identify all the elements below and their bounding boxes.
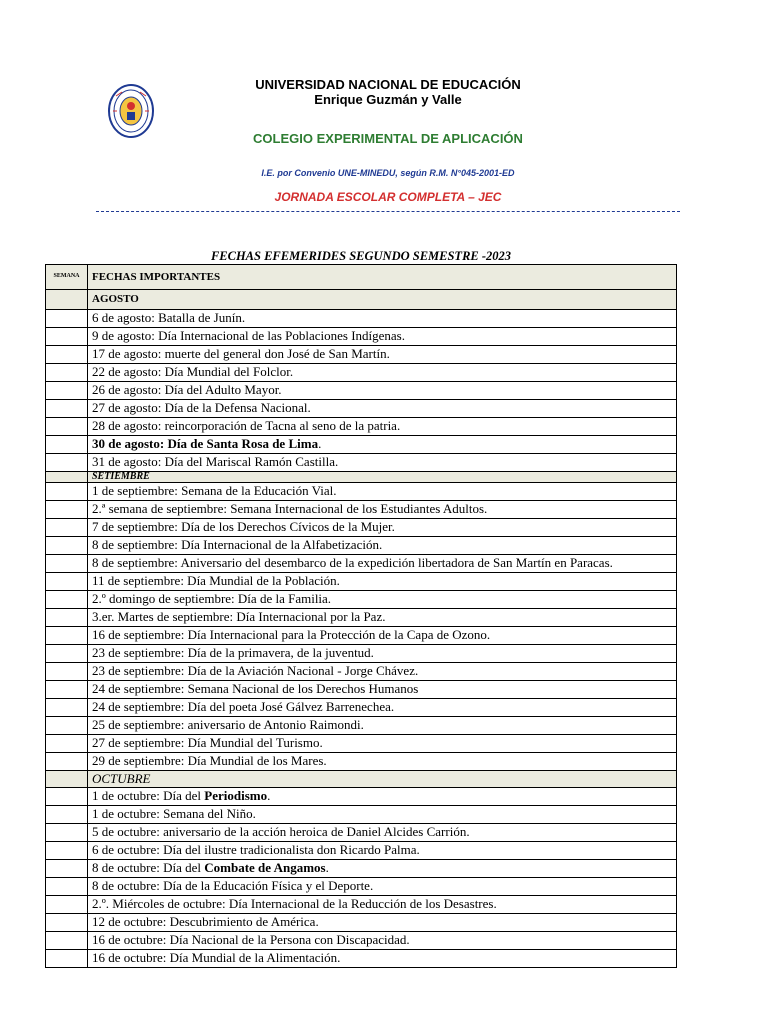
week-cell xyxy=(46,932,88,950)
table-row xyxy=(46,860,677,878)
week-cell xyxy=(46,788,88,806)
month-row xyxy=(46,472,677,483)
date-entry: 16 de septiembre: Día Internacional para la Protección de la Capa de Ozono. xyxy=(88,627,677,645)
table-row xyxy=(46,609,677,627)
date-entry: 24 de septiembre: Día del poeta José Gálvez Barrenechea. xyxy=(88,699,677,717)
date-entry: 17 de agosto: muerte del general don José de San Martín. xyxy=(88,346,677,364)
university-name: Enrique Guzmán y Valle xyxy=(314,92,462,107)
week-cell xyxy=(46,537,88,555)
date-entry: 27 de agosto: Día de la Defensa Nacional. xyxy=(88,400,677,418)
table-row xyxy=(46,896,677,914)
table-row xyxy=(46,537,677,555)
week-cell xyxy=(46,436,88,454)
agreement-note: I.E. por Convenio UNE-MINEDU, según R.M. N°045-2001-ED xyxy=(261,168,515,178)
week-cell xyxy=(46,310,88,328)
table-row xyxy=(46,824,677,842)
date-entry: 2.º domingo de septiembre: Día de la Familia. xyxy=(88,591,677,609)
university-heading xyxy=(96,77,680,107)
week-cell xyxy=(46,472,88,483)
date-entry: 23 de septiembre: Día de la Aviación Nacional - Jorge Chávez. xyxy=(88,663,677,681)
table-row xyxy=(46,842,677,860)
document-title: FECHAS EFEMERIDES SEGUNDO SEMESTRE -2023 xyxy=(210,249,512,263)
date-entry: 8 de octubre: Día de la Educación Física y el Deporte. xyxy=(88,878,677,896)
table-row xyxy=(46,436,677,454)
date-entry: 26 de agosto: Día del Adulto Mayor. xyxy=(88,382,677,400)
week-cell xyxy=(46,914,88,932)
date-entry: 25 de septiembre: aniversario de Antonio Raimondi. xyxy=(88,717,677,735)
week-cell xyxy=(46,896,88,914)
entry-text: 1 de octubre: Día del xyxy=(92,788,205,803)
table-row xyxy=(46,735,677,753)
month-label: SETIEMBRE xyxy=(88,472,677,483)
date-entry: 11 de septiembre: Día Mundial de la Población. xyxy=(88,573,677,591)
week-cell xyxy=(46,735,88,753)
week-cell xyxy=(46,591,88,609)
dates-column-header: FECHAS IMPORTANTES xyxy=(88,265,677,290)
table-row xyxy=(46,418,677,436)
header-divider xyxy=(96,211,680,212)
table-row xyxy=(46,519,677,537)
week-cell xyxy=(46,950,88,968)
date-entry: 12 de octubre: Descubrimiento de América. xyxy=(88,914,677,932)
week-cell xyxy=(46,483,88,501)
date-entry: 29 de septiembre: Día Mundial de los Mares. xyxy=(88,753,677,771)
week-cell xyxy=(46,609,88,627)
week-cell xyxy=(46,555,88,573)
week-cell xyxy=(46,824,88,842)
date-entry: 6 de octubre: Día del ilustre tradicionalista don Ricardo Palma. xyxy=(88,842,677,860)
week-column-header: SEMANA xyxy=(46,265,88,290)
week-cell xyxy=(46,681,88,699)
table-row xyxy=(46,501,677,519)
date-entry: 23 de septiembre: Día de la primavera, de la juventud. xyxy=(88,645,677,663)
week-cell xyxy=(46,860,88,878)
table-row xyxy=(46,364,677,382)
week-cell xyxy=(46,645,88,663)
week-cell xyxy=(46,806,88,824)
week-cell xyxy=(46,290,88,310)
table-row xyxy=(46,454,677,472)
date-entry xyxy=(88,860,677,878)
table-row xyxy=(46,950,677,968)
date-entry: 22 de agosto: Día Mundial del Folclor. xyxy=(88,364,677,382)
table-row xyxy=(46,681,677,699)
week-cell xyxy=(46,753,88,771)
table-row xyxy=(46,382,677,400)
week-cell xyxy=(46,519,88,537)
university-title: UNIVERSIDAD NACIONAL DE EDUCACIÓN xyxy=(255,77,521,92)
date-entry: 8 de septiembre: Día Internacional de la Alfabetización. xyxy=(88,537,677,555)
date-entry: 8 de septiembre: Aniversario del desembarco de la expedición libertadora de San Martín en Paracas. xyxy=(88,555,677,573)
week-cell xyxy=(46,454,88,472)
entry-highlight: Combate de Angamos xyxy=(204,860,326,875)
week-cell xyxy=(46,573,88,591)
program-name: JORNADA ESCOLAR COMPLETA – JEC xyxy=(274,190,502,204)
date-entry: 16 de octubre: Día Nacional de la Persona con Discapacidad. xyxy=(88,932,677,950)
month-row xyxy=(46,290,677,310)
week-cell xyxy=(46,328,88,346)
week-cell xyxy=(46,627,88,645)
table-header-row xyxy=(46,265,677,290)
date-entry: 2.ª semana de septiembre: Semana Internacional de los Estudiantes Adultos. xyxy=(88,501,677,519)
table-row xyxy=(46,717,677,735)
week-cell xyxy=(46,364,88,382)
table-row xyxy=(46,932,677,950)
school-name: COLEGIO EXPERIMENTAL DE APLICACIÓN xyxy=(253,131,523,146)
table-row xyxy=(46,591,677,609)
date-entry: 2.º. Miércoles de octubre: Día Internacional de la Reducción de los Desastres. xyxy=(88,896,677,914)
week-cell xyxy=(46,717,88,735)
entry-suffix: . xyxy=(318,436,322,451)
week-cell xyxy=(46,382,88,400)
table-row xyxy=(46,753,677,771)
week-cell xyxy=(46,400,88,418)
table-row xyxy=(46,483,677,501)
date-entry xyxy=(88,788,677,806)
entry-suffix: . xyxy=(325,860,329,875)
date-entry: 16 de octubre: Día Mundial de la Alimentación. xyxy=(88,950,677,968)
table-row xyxy=(46,806,677,824)
entry-text: 8 de octubre: Día del xyxy=(92,860,205,875)
table-row xyxy=(46,328,677,346)
week-cell xyxy=(46,501,88,519)
date-entry: 1 de octubre: Semana del Niño. xyxy=(88,806,677,824)
week-cell xyxy=(46,771,88,788)
date-entry xyxy=(88,436,677,454)
month-label: OCTUBRE xyxy=(88,771,677,788)
month-row xyxy=(46,771,677,788)
table-row xyxy=(46,573,677,591)
date-entry: 24 de septiembre: Semana Nacional de los Derechos Humanos xyxy=(88,681,677,699)
date-entry: 3.er. Martes de septiembre: Día Internacional por la Paz. xyxy=(88,609,677,627)
date-entry: 28 de agosto: reincorporación de Tacna al seno de la patria. xyxy=(88,418,677,436)
date-entry: 27 de septiembre: Día Mundial del Turismo. xyxy=(88,735,677,753)
entry-highlight: Periodismo xyxy=(204,788,268,803)
date-entry: 6 de agosto: Batalla de Junín. xyxy=(88,310,677,328)
entry-suffix: . xyxy=(267,788,271,803)
table-row xyxy=(46,310,677,328)
table-row xyxy=(46,878,677,896)
table-row xyxy=(46,555,677,573)
table-row xyxy=(46,645,677,663)
week-cell xyxy=(46,842,88,860)
date-entry: 7 de septiembre: Día de los Derechos Cívicos de la Mujer. xyxy=(88,519,677,537)
week-cell xyxy=(46,346,88,364)
entry-highlight: 30 de agosto: Día de Santa Rosa de Lima xyxy=(92,436,319,451)
date-entry: 9 de agosto: Día Internacional de las Poblaciones Indígenas. xyxy=(88,328,677,346)
date-entry: 31 de agosto: Día del Mariscal Ramón Castilla. xyxy=(88,454,677,472)
table-row xyxy=(46,914,677,932)
week-cell xyxy=(46,878,88,896)
table-row xyxy=(46,400,677,418)
table-row xyxy=(46,346,677,364)
table-row xyxy=(46,699,677,717)
date-entry: 1 de septiembre: Semana de la Educación Vial. xyxy=(88,483,677,501)
week-cell xyxy=(46,663,88,681)
week-cell xyxy=(46,699,88,717)
month-label: AGOSTO xyxy=(88,290,677,310)
dates-table xyxy=(45,264,677,968)
date-entry: 5 de octubre: aniversario de la acción heroica de Daniel Alcides Carrión. xyxy=(88,824,677,842)
table-row xyxy=(46,663,677,681)
table-row xyxy=(46,788,677,806)
table-row xyxy=(46,627,677,645)
week-cell xyxy=(46,418,88,436)
